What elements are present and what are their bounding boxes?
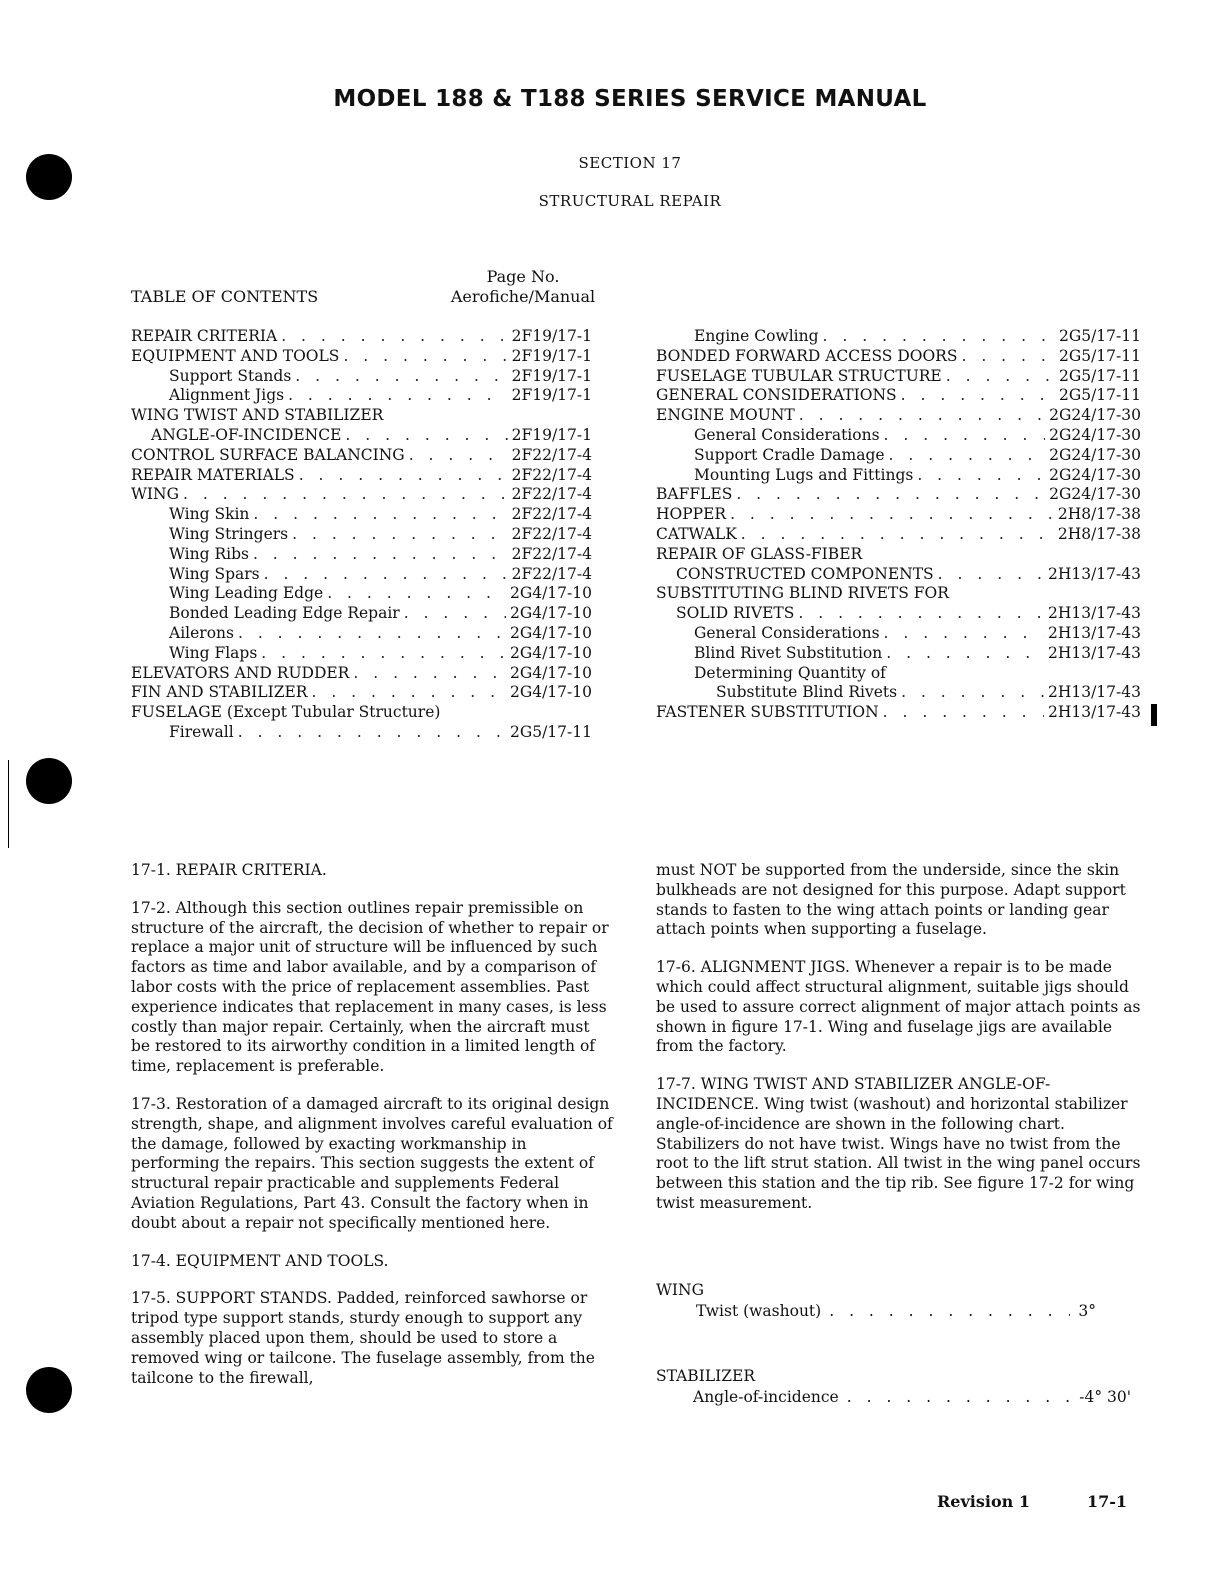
chart-stab-value: -4° 30' xyxy=(1079,1388,1131,1406)
para-17-5: 17-5. SUPPORT STANDS. Padded, reinforced sawhorse or tripod type support stands, sturdy enough to support any assembly placed upon them, should be used to store a removed wing or tailcone. The fuselage assembly, from the tailcone to the firewall, xyxy=(131,1289,595,1387)
toc-entry xyxy=(131,466,592,486)
toc-entry-label: ENGINE MOUNT xyxy=(656,406,795,425)
toc-entry-page: 2H13/17-43 xyxy=(1047,623,1141,642)
toc-entry xyxy=(131,664,592,684)
toc-entry xyxy=(131,505,592,525)
toc-entry-page: 2G5/17-11 xyxy=(1058,346,1141,365)
toc-entry-label: REPAIR OF GLASS-FIBER xyxy=(656,544,863,563)
toc-entry xyxy=(656,485,1141,505)
toc-entry-page: 2F19/17-1 xyxy=(511,425,592,444)
toc-entry xyxy=(131,703,592,723)
toc-entry-label: Ailerons xyxy=(131,624,234,644)
body-left-column xyxy=(131,861,613,1406)
leader-dots xyxy=(345,426,507,446)
toc-right-column xyxy=(656,327,1141,723)
para-17-3: 17-3. Restoration of a damaged aircraft to its original design strength, shape, and alignment involves careful evaluation of the damage, followed by exacting workmanship in performing the repairs. This section suggests the extent of structural repair practicable and supplements Federal Aviation Regulations, Part 43. Consult the factory when in doubt about a repair not specifically mentioned here. xyxy=(131,1094,613,1232)
toc-entry xyxy=(656,683,1141,703)
toc-entry xyxy=(656,327,1141,347)
toc-entry xyxy=(656,525,1141,545)
para-17-6: 17-6. ALIGNMENT JIGS. Whenever a repair is to be made which could affect structural alignment, suitable jigs should be used to assure correct alignment of major attach points as shown in figure 17-1. Wing and fuselage jigs are available from the factory. xyxy=(656,958,1141,1056)
leader-dots xyxy=(353,664,506,684)
toc-entry xyxy=(656,386,1141,406)
toc-entry-label: Support Cradle Damage xyxy=(656,446,885,466)
leader-dots xyxy=(883,703,1044,723)
toc-entry xyxy=(131,723,592,743)
leader-dots xyxy=(884,624,1044,644)
footer-page-number: 17-1 xyxy=(1087,1492,1128,1511)
leader-dots xyxy=(343,347,507,367)
toc-entry-label: EQUIPMENT AND TOOLS xyxy=(131,346,340,365)
toc-entry xyxy=(656,584,1141,604)
leader-dots xyxy=(829,1302,1070,1320)
leader-dots xyxy=(901,386,1055,406)
leader-dots xyxy=(311,683,506,703)
leader-dots xyxy=(409,446,508,466)
leader-dots xyxy=(938,565,1044,585)
toc-entry xyxy=(131,386,592,406)
toc-entry-label: Firewall xyxy=(131,723,234,743)
manual-title: MODEL 188 & T188 SERIES SERVICE MANUAL xyxy=(333,86,927,112)
toc-entry-page: 2H8/17-38 xyxy=(1057,505,1141,524)
toc-entry-label: Substitute Blind Rivets xyxy=(656,683,897,703)
toc-entry xyxy=(656,406,1141,426)
toc-entry-label: REPAIR MATERIALS xyxy=(131,465,295,484)
toc-entry-label: Determining Quantity of xyxy=(656,664,886,684)
toc-page-ref-label: Aerofiche/Manual xyxy=(450,287,596,306)
chart-wing-label: Twist (washout) xyxy=(696,1302,822,1320)
toc-entry xyxy=(656,703,1141,723)
toc-entry-page: 2G24/17-30 xyxy=(1049,425,1141,444)
toc-entry-label: SOLID RIVETS xyxy=(656,604,794,624)
toc-entry xyxy=(131,584,592,604)
toc-entry xyxy=(131,624,592,644)
toc-entry-page: 2F19/17-1 xyxy=(511,386,592,405)
toc-entry-label: Blind Rivet Substitution xyxy=(656,644,882,664)
toc-entry-page: 2H13/17-43 xyxy=(1047,564,1141,583)
toc-entry-page: 2H13/17-43 xyxy=(1047,683,1141,702)
toc-entry xyxy=(131,545,592,565)
toc-entry-label: Wing Ribs xyxy=(131,545,249,565)
leader-dots xyxy=(253,545,508,565)
margin-rule xyxy=(8,760,9,848)
leader-dots xyxy=(901,683,1044,703)
toc-entry-label: Engine Cowling xyxy=(656,327,819,347)
para-17-5-cont: must NOT be supported from the underside, since the skin bulkheads are not designed for this purpose. Adapt support stands to fasten to the wing attach points or landing gear attach points when supporting a fuselage. xyxy=(656,861,1126,939)
toc-entry-label: Alignment Jigs xyxy=(131,386,284,406)
leader-dots xyxy=(264,565,508,585)
toc-entry-page: 2H8/17-38 xyxy=(1057,524,1141,543)
toc-entry xyxy=(131,347,592,367)
leader-dots xyxy=(823,327,1055,347)
toc-entry xyxy=(131,367,592,387)
toc-entry-label: CATWALK xyxy=(656,524,737,543)
leader-dots xyxy=(798,604,1044,624)
leader-dots xyxy=(295,367,507,387)
toc-entry-page: 2G24/17-30 xyxy=(1049,465,1141,484)
leader-dots xyxy=(741,525,1054,545)
body-right-column xyxy=(656,861,1146,1232)
toc-entry-label: Support Stands xyxy=(131,367,291,387)
para-17-1: 17-1. REPAIR CRITERIA. xyxy=(131,861,327,879)
toc-entry-page: 2G5/17-11 xyxy=(1058,366,1141,385)
toc-entry-page: 2G4/17-10 xyxy=(509,584,592,603)
leader-dots xyxy=(889,446,1046,466)
chart-stab-label: Angle-of-incidence xyxy=(693,1388,839,1406)
toc-entry-page: 2F22/17-4 xyxy=(511,485,592,504)
leader-dots xyxy=(253,505,507,525)
toc-entry-label: Wing Skin xyxy=(131,505,249,525)
toc-entry-page: 2G4/17-10 xyxy=(509,643,592,662)
toc-entry-page: 2H13/17-43 xyxy=(1047,604,1141,623)
toc-entry-label: Wing Spars xyxy=(131,565,260,585)
toc-entry-page: 2F22/17-4 xyxy=(511,465,592,484)
chart-wing-value: 3° xyxy=(1078,1302,1096,1320)
toc-entry-page: 2F22/17-4 xyxy=(511,445,592,464)
revision-bar xyxy=(1151,704,1157,726)
toc-entry-label: Wing Flaps xyxy=(131,644,257,664)
leader-dots xyxy=(183,485,508,505)
toc-entry-page: 2G24/17-30 xyxy=(1049,485,1141,504)
toc-entry-label: CONSTRUCTED COMPONENTS xyxy=(656,565,934,585)
toc-entry xyxy=(131,644,592,664)
binder-hole-bottom xyxy=(26,1367,72,1413)
toc-entry xyxy=(656,446,1141,466)
leader-dots xyxy=(946,367,1055,387)
toc-entry-page: 2F19/17-1 xyxy=(511,366,592,385)
toc-entry-page: 2G4/17-10 xyxy=(509,683,592,702)
toc-entry-page: 2G4/17-10 xyxy=(509,604,592,623)
leader-dots xyxy=(961,347,1055,367)
toc-entry-page: 2F22/17-4 xyxy=(511,564,592,583)
leader-dots xyxy=(238,723,506,743)
leader-dots xyxy=(281,327,507,347)
toc-entry-page: 2G5/17-11 xyxy=(1058,386,1141,405)
toc-entry-label: Wing Leading Edge xyxy=(131,584,323,604)
toc-entry-page: 2G5/17-11 xyxy=(509,722,592,741)
leader-dots xyxy=(799,406,1045,426)
toc-entry-page: 2F19/17-1 xyxy=(511,327,592,345)
toc-entry-label: BONDED FORWARD ACCESS DOORS xyxy=(656,346,958,365)
toc-entry-label: SUBSTITUTING BLIND RIVETS FOR xyxy=(656,584,949,603)
toc-entry xyxy=(131,565,592,585)
para-17-4: 17-4. EQUIPMENT AND TOOLS. xyxy=(131,1251,389,1270)
leader-dots xyxy=(730,505,1054,525)
binder-hole-middle xyxy=(26,758,72,804)
leader-dots xyxy=(404,604,506,624)
leader-dots xyxy=(736,485,1045,505)
toc-entry xyxy=(656,426,1141,446)
toc-entry xyxy=(131,327,592,347)
toc-entry xyxy=(131,426,592,446)
toc-entry xyxy=(656,644,1141,664)
leader-dots xyxy=(847,1388,1072,1406)
toc-entry-page: 2G4/17-10 xyxy=(509,663,592,682)
toc-entry-page: 2G24/17-30 xyxy=(1049,406,1141,425)
toc-entry-page: 2G5/17-11 xyxy=(1058,327,1141,345)
toc-entry-label: ELEVATORS AND RUDDER xyxy=(131,663,350,682)
toc-entry-label: General Considerations xyxy=(656,426,880,446)
leader-dots xyxy=(292,525,508,545)
toc-entry xyxy=(131,525,592,545)
chart-stab-heading: STABILIZER xyxy=(656,1367,755,1385)
toc-entry xyxy=(656,624,1141,644)
toc-entry-label: FUSELAGE (Except Tubular Structure) xyxy=(131,703,441,722)
binder-hole-top xyxy=(26,154,72,200)
leader-dots xyxy=(917,466,1045,486)
toc-entry xyxy=(131,683,592,703)
toc-entry-label: FIN AND STABILIZER xyxy=(131,683,308,702)
chart-wing-heading: WING xyxy=(656,1281,704,1299)
toc-entry-page: 2F22/17-4 xyxy=(511,505,592,524)
toc-entry-page: 2H13/17-43 xyxy=(1047,643,1141,662)
para-17-7: 17-7. WING TWIST AND STABILIZER ANGLE-OF-INCIDENCE. Wing twist (washout) and horizontal stabilizer angle-of-incidence are shown in the following chart. Stabilizers do not have twist. Wings have no twist from the root to the lift strut station. All twist in the wing panel occurs between this station and the tip rib. See figure 17-2 for wing twist measurement. xyxy=(656,1075,1141,1212)
toc-entry xyxy=(131,604,592,624)
toc-entry xyxy=(656,505,1141,525)
toc-entry-label: HOPPER xyxy=(656,505,727,524)
footer-revision: Revision 1 xyxy=(937,1492,1030,1511)
toc-entry-label: Mounting Lugs and Fittings xyxy=(656,466,913,486)
leader-dots xyxy=(327,584,506,604)
leader-dots xyxy=(288,386,508,406)
toc-entry-label: GENERAL CONSIDERATIONS xyxy=(656,386,897,405)
toc-entry-label: FUSELAGE TUBULAR STRUCTURE xyxy=(656,366,942,385)
toc-page-no-label: Page No. xyxy=(486,267,560,286)
toc-entry xyxy=(656,565,1141,585)
toc-entry-page: 2G4/17-10 xyxy=(509,623,592,642)
toc-entry-label: REPAIR CRITERIA xyxy=(131,327,278,345)
toc-entry-page: 2H13/17-43 xyxy=(1047,703,1141,722)
toc-entry xyxy=(656,367,1141,387)
toc-entry-label: Bonded Leading Edge Repair xyxy=(131,604,400,624)
toc-entry-label: CONTROL SURFACE BALANCING xyxy=(131,445,405,464)
toc-entry-page: 2G24/17-30 xyxy=(1049,445,1141,464)
toc-entry-page: 2F19/17-1 xyxy=(511,346,592,365)
toc-entry-label: General Considerations xyxy=(656,624,880,644)
section-number: SECTION 17 xyxy=(578,154,682,172)
leader-dots xyxy=(884,426,1046,446)
toc-entry xyxy=(131,485,592,505)
toc-left-column xyxy=(131,327,592,743)
toc-entry xyxy=(131,406,592,426)
toc-entry-label: WING xyxy=(131,485,179,504)
toc-entry xyxy=(656,347,1141,367)
chart-stab-row xyxy=(693,1388,1131,1406)
leader-dots xyxy=(261,644,506,664)
section-title: STRUCTURAL REPAIR xyxy=(538,192,722,210)
toc-entry xyxy=(131,446,592,466)
toc-heading: TABLE OF CONTENTS xyxy=(131,287,319,306)
toc-entry xyxy=(656,664,1141,684)
para-17-2: 17-2. Although this section outlines repair premissible on structure of the aircraft, the decision of whether to repair or replace a major unit of structure will be influenced by such factors as time and labor available, and by a comparison of labor costs with the price of replacement assemblies. Past experience indicates that replacement in many cases, is less costly than major repair. Certainly, when the aircraft must be restored to its airworthy condition in a limited length of time, replacement is preferable. xyxy=(131,898,609,1076)
leader-dots xyxy=(886,644,1044,664)
leader-dots xyxy=(238,624,506,644)
toc-entry-label: WING TWIST AND STABILIZER xyxy=(131,406,384,425)
toc-entry-label: BAFFLES xyxy=(656,485,733,504)
toc-entry-page: 2F22/17-4 xyxy=(511,524,592,543)
toc-entry-label: ANGLE-OF-INCIDENCE xyxy=(131,426,341,446)
toc-entry-page: 2F22/17-4 xyxy=(511,544,592,563)
toc-entry xyxy=(656,604,1141,624)
chart-wing-row xyxy=(696,1302,1096,1320)
toc-entry xyxy=(656,545,1141,565)
toc-entry-label: Wing Stringers xyxy=(131,525,288,545)
leader-dots xyxy=(299,466,508,486)
toc-entry-label: FASTENER SUBSTITUTION xyxy=(656,703,879,722)
toc-entry xyxy=(656,466,1141,486)
